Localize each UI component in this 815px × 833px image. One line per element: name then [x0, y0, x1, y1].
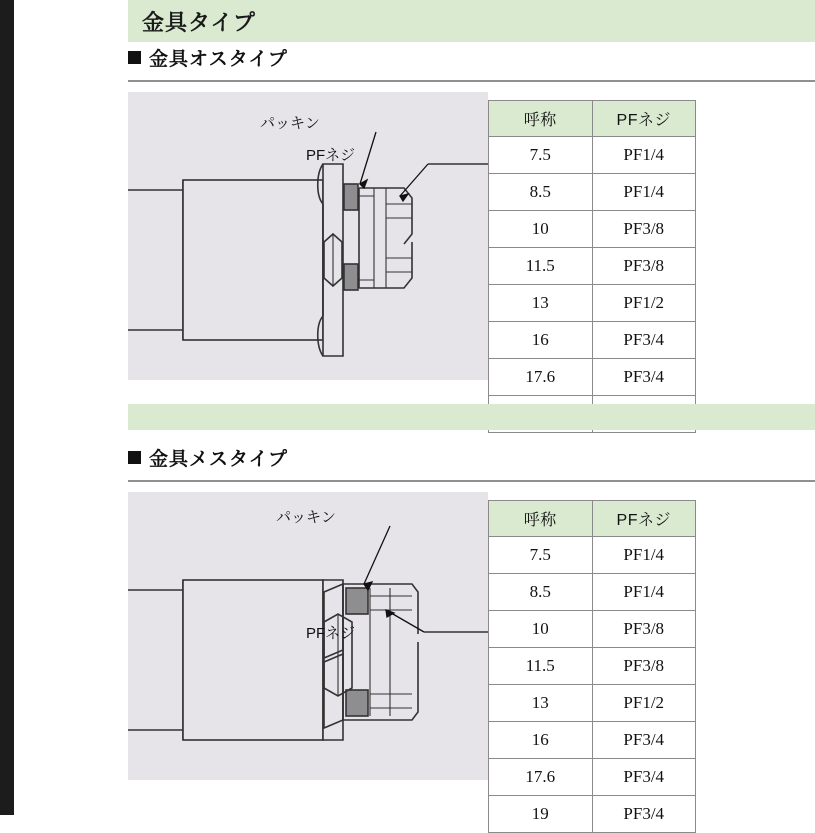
cell-size: 17.6: [489, 359, 593, 396]
page-header: [128, 0, 815, 42]
table-row: [489, 685, 696, 722]
cell-size: 11.5: [489, 248, 593, 285]
col-header-size: 呼称: [489, 501, 593, 537]
cell-size: 19: [489, 796, 593, 833]
cell-size: 16: [489, 322, 593, 359]
divider-female: [128, 480, 815, 482]
cell-size: 13: [489, 685, 593, 722]
cell-size: 7.5: [489, 537, 593, 574]
table-row: [489, 722, 696, 759]
page-title: 金具タイプ: [142, 9, 256, 35]
figure-label-packing-female: パッキン: [276, 509, 336, 526]
cell-thread: PF3/4: [592, 759, 696, 796]
table-row: [489, 759, 696, 796]
cell-size: 10: [489, 611, 593, 648]
figure-female-fitting: [128, 492, 488, 780]
cell-thread: PF1/4: [592, 537, 696, 574]
cell-thread: PF1/2: [592, 285, 696, 322]
cell-thread: PF1/4: [592, 574, 696, 611]
table-row: [489, 537, 696, 574]
table-row: [489, 648, 696, 685]
cell-size: 8.5: [489, 574, 593, 611]
table-header-row: [489, 501, 696, 537]
cell-thread: PF1/2: [592, 685, 696, 722]
cell-thread: PF3/8: [592, 611, 696, 648]
table-row: [489, 248, 696, 285]
table-row: [489, 211, 696, 248]
cell-size: 10: [489, 211, 593, 248]
table-row: [489, 796, 696, 833]
table-row: [489, 359, 696, 396]
cell-thread: PF3/4: [592, 322, 696, 359]
square-bullet-icon: [128, 451, 141, 464]
cell-size: 8.5: [489, 174, 593, 211]
figure-label-packing-male: パッキン: [260, 115, 320, 132]
table-row: [489, 285, 696, 322]
figure-label-pfthread-female: PFネジ: [306, 625, 356, 642]
left-edge-rail: [0, 0, 14, 815]
cell-thread: PF3/8: [592, 211, 696, 248]
table-row: [489, 322, 696, 359]
cell-thread: PF3/4: [592, 359, 696, 396]
cell-thread: PF3/4: [592, 722, 696, 759]
col-header-size: 呼称: [489, 101, 593, 137]
spec-table-female: [488, 500, 696, 833]
divider-male: [128, 80, 815, 82]
cell-thread: PF3/8: [592, 648, 696, 685]
spec-table-male: [488, 100, 696, 433]
col-header-thread: PFネジ: [592, 501, 696, 537]
col-header-thread: PFネジ: [592, 101, 696, 137]
subheading-male-label: 金具オスタイプ: [149, 49, 288, 70]
figure-label-pfthread-male: PFネジ: [306, 147, 356, 164]
cell-size: 13: [489, 285, 593, 322]
cell-size: 17.6: [489, 759, 593, 796]
cell-size: 7.5: [489, 137, 593, 174]
cell-thread: PF3/4: [592, 796, 696, 833]
subheading-male: [128, 44, 288, 71]
figure-male-fitting: [128, 92, 488, 380]
cell-thread: PF1/4: [592, 174, 696, 211]
table-header-row: [489, 101, 696, 137]
table-row: [489, 574, 696, 611]
subheading-female-label: 金具メスタイプ: [149, 449, 289, 470]
square-bullet-icon: [128, 51, 141, 64]
cell-thread: PF1/4: [592, 137, 696, 174]
table-row: [489, 137, 696, 174]
table-row: [489, 611, 696, 648]
table-row: [489, 174, 696, 211]
cell-size: 11.5: [489, 648, 593, 685]
section-separator-band: [128, 404, 815, 430]
subheading-female: [128, 444, 288, 471]
cell-thread: PF3/8: [592, 248, 696, 285]
cell-size: 16: [489, 722, 593, 759]
